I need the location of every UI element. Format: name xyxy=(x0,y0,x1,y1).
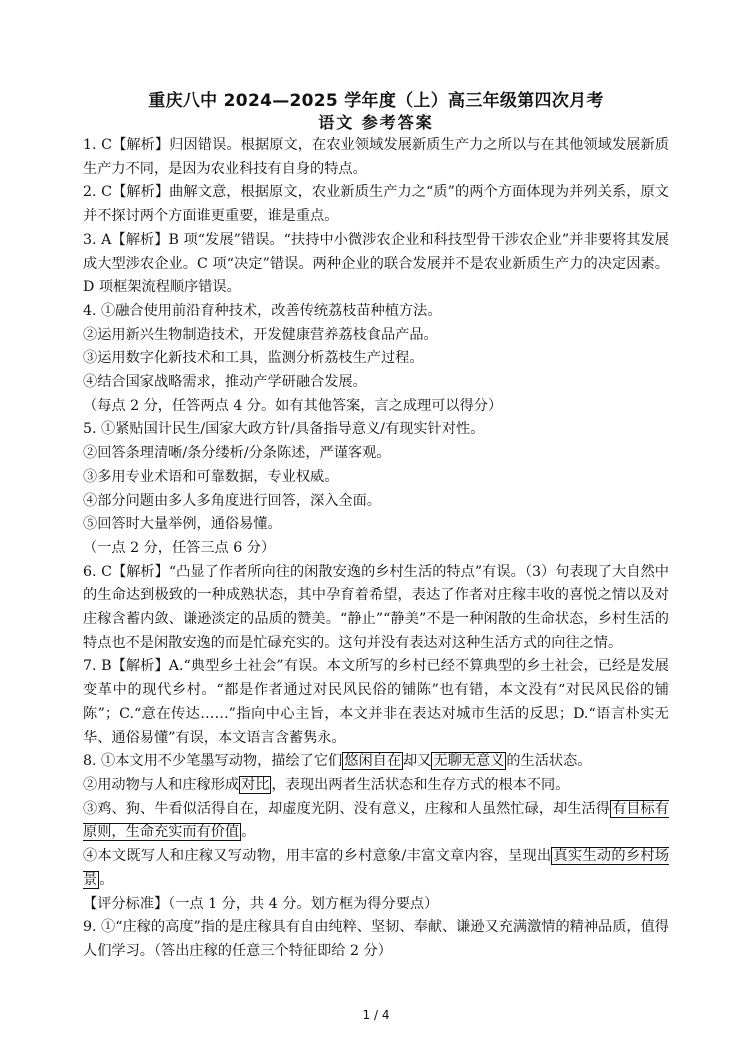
answer-q5-point-4: ④部分问题由多人多角度进行回答，深入全面。 xyxy=(83,492,381,509)
answer-q1: 1. C【解析】归因错误。根据原文，在农业领域发展新质生产力之所以与在其他领域发展新质生产力不同，是因为农业科技有自身的特点。 xyxy=(83,137,669,177)
text-segment: ④本文既写人和庄稼又写动物，用丰富的乡村意象/丰富文章内容，呈现出 xyxy=(83,848,552,865)
key-point-box: 有目标有原则，生命充实而有价值 xyxy=(83,800,669,841)
answer-body xyxy=(83,134,669,964)
key-point-box: 对比 xyxy=(241,776,270,793)
answer-q4-point-3: ③运用数字化新技术和工具，监测分析荔枝生产过程。 xyxy=(83,350,424,367)
key-point-box: 无聊无意义 xyxy=(433,753,505,770)
text-segment: ，表现出两者生活状态和生存方式的根本不同。 xyxy=(271,776,570,793)
text-segment: ②用动物与人和庄稼形成 xyxy=(83,776,240,793)
key-point-box: 悠闲自在 xyxy=(344,753,402,770)
answer-q2: 2. C【解析】曲解文意，根据原文，农业新质生产力之“质”的两个方面体现为并列关系，原文并不探讨两个方面谁更重要，谁是重点。 xyxy=(83,184,669,225)
text-segment: 。 xyxy=(99,871,114,888)
text-segment: 8. ①本文用不少笔墨写动物，描绘了它们 xyxy=(83,753,343,770)
answer-q5-point-3: ③多用专业术语和可靠数据，专业权威。 xyxy=(83,468,339,485)
answer-q8-point-1 xyxy=(83,750,669,774)
answer-q3: 3. A【解析】B 项“发展”错误。“扶持中小微涉农企业和科技型骨干涉农企业”并非要将其发展成大型涉农企业。C 项“决定”错误。两种企业的联合发展并不是农业新质生产力的决定因素。D 项框架流程顺序错误。 xyxy=(83,231,669,296)
answer-q8-score: 【评分标准】（一点 1 分，共 4 分。划方框为得分要点） xyxy=(83,895,439,912)
answer-q8-point-4 xyxy=(83,845,669,892)
answer-q4-point-1: 4. ①融合使用前沿育种技术，改善传统荔枝苗种植方法。 xyxy=(83,302,442,319)
text-segment: 的生活状态。 xyxy=(506,753,592,770)
page-title: 重庆八中 2024—2025 学年度（上）高三年级第四次月考 xyxy=(148,91,604,111)
answer-q5-point-1: 5. ①紧贴国计民生/国家大政方针/具备指导意义/有现实针对性。 xyxy=(83,421,485,438)
answer-q8-point-2 xyxy=(83,774,669,798)
text-segment: 却又 xyxy=(403,753,432,770)
answer-q4-point-2: ②运用新兴生物制造技术，开发健康营养荔枝食品产品。 xyxy=(83,326,438,343)
answer-q5-point-5: ⑤回答时大量举例，通俗易懂。 xyxy=(83,516,282,533)
answer-q8-point-3 xyxy=(83,798,669,845)
text-segment: ③鸡、狗、牛看似活得自在，却虚度光阴、没有意义，庄稼和人虽然忙碌，却生活得 xyxy=(83,800,611,817)
key-point-box: 真实生动的乡村场景 xyxy=(83,848,669,888)
text-segment: 。 xyxy=(241,824,256,841)
answer-q5-score: （一点 2 分，任答三点 6 分） xyxy=(83,539,276,556)
page-number: 1 / 4 xyxy=(362,1008,390,1022)
page-subtitle: 语文 参考答案 xyxy=(318,113,434,132)
answer-q6: 6. C【解析】“凸显了作者所向往的闲散安逸的乡村生活的特点”有误。（3）句表现了大自然中的生命达到极致的一种成熟状态，其中孕育着希望，表达了作者对庄稼丰收的喜悦之情以及对庄稼含蓄内敛、谦逊淡定的品质的赞美。“静止”“静美”不是一种闲散的生命状态，乡村生活的特点也不是闲散安逸的而是忙碌充实的。这句并没有表达对这种生活方式的向往之情。 xyxy=(83,563,669,651)
answer-q9: 9. ①“庄稼的高度”指的是庄稼具有自由纯粹、坚韧、奉献、谦逊又充满激情的精神品质，值得人们学习。（答出庄稼的任意三个特征即给 2 分） xyxy=(83,919,669,959)
answer-q5-point-2: ②回答条理清晰/条分缕析/分条陈述，严谨客观。 xyxy=(83,445,391,462)
answer-q4-point-4: ④结合国家战略需求，推动产学研融合发展。 xyxy=(83,374,367,391)
answer-q7: 7. B【解析】A.“典型乡土社会”有误。本文所写的乡村已经不算典型的乡土社会，已经是发展变革中的现代乡村。“都是作者通过对民风民俗的铺陈”也有错，本文没有“对民风民俗的铺陈”；C.“意在传达……”指向中心主旨，本文并非在表达对城市生活的反思；D.“语言朴实无华、通俗易懂”有误，本文语言含蓄隽永。 xyxy=(83,658,669,746)
answer-q4-score: （每点 2 分，任答两点 4 分。如有其他答案，言之成理可以得分） xyxy=(83,397,503,414)
